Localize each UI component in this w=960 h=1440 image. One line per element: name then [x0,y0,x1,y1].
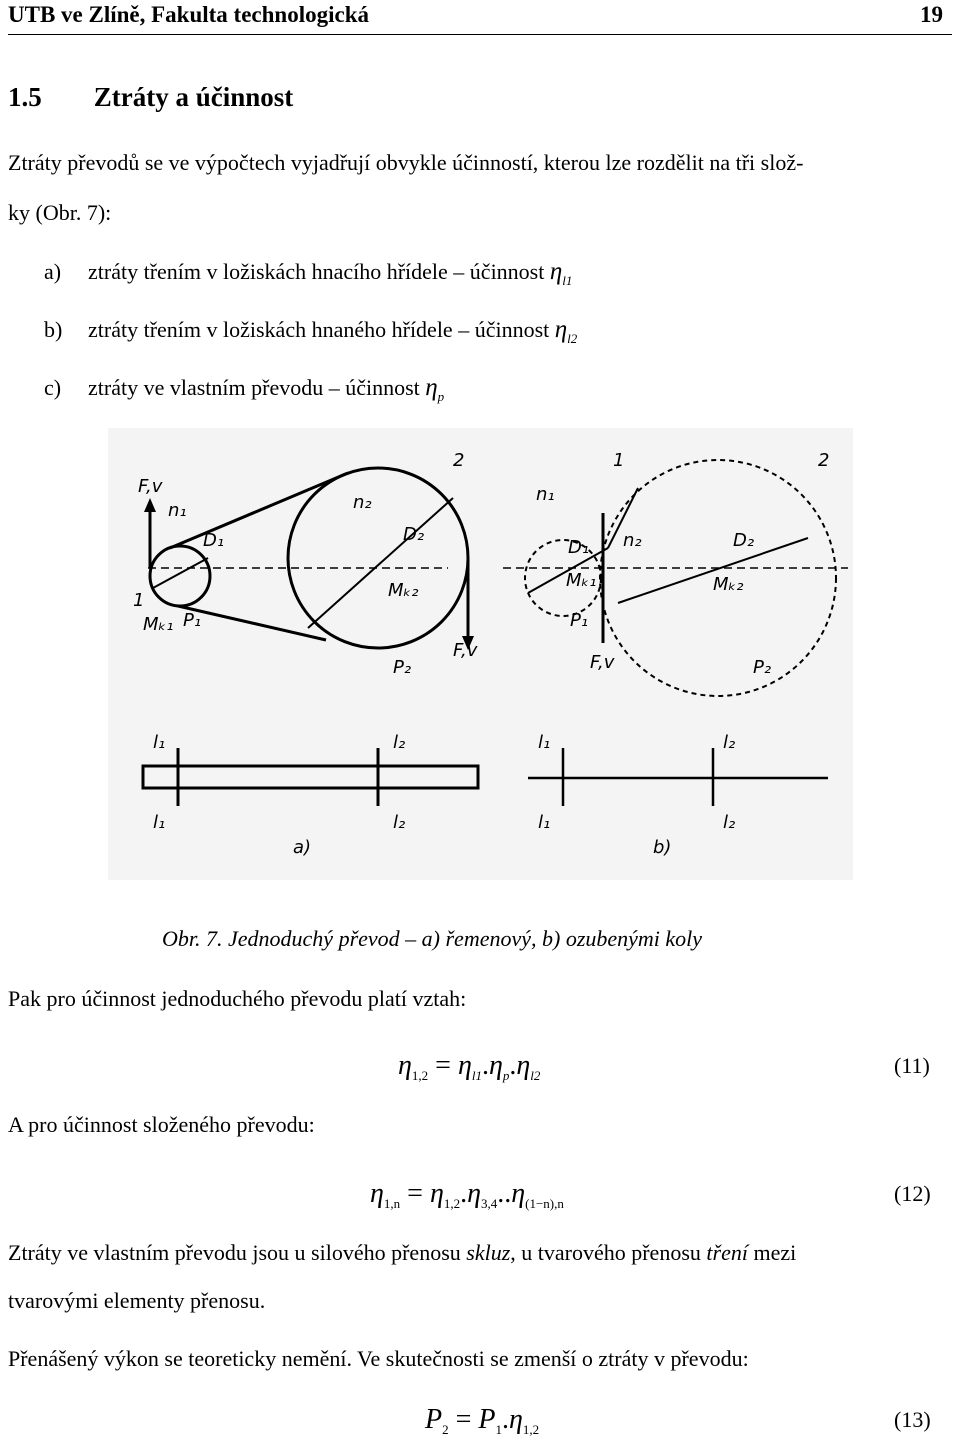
equation-12: $\eta_{1,n} = \eta_{1,2}.\eta_{3,4}..\eta_{(1-n),n}$ [370,1178,564,1211]
label-mk1: Mₖ₁ [143,614,174,635]
label-two: 2 [453,450,465,471]
label-l2-bottom: l₂ [393,812,406,833]
paragraph-losses-line-1 [8,1240,796,1266]
label-gear-l1-top: l₁ [538,732,551,753]
label-gear-p2: P₂ [753,657,772,678]
figure-caption: Obr. 7. Jednoduchý převod – a) řemenový, b) ozubenými koly [162,926,703,951]
label-gear-d1: D₁ [568,537,590,558]
label-gear-force: F,v [590,652,615,673]
paragraph-losses-line-2: tvarovými elementy přenosu. [8,1288,266,1313]
equation-number-13: (13) [894,1407,931,1432]
list-text: ztráty třením v ložiskách hnaného hřídele – účinnost [88,317,555,342]
label-gear-l2-top: l₂ [723,732,736,753]
list-label: c) [44,375,62,400]
para3-text-1: Ztráty ve vlastním převodu jsou u silového přenosu [8,1240,467,1265]
label-mk2: Mₖ₂ [388,580,419,601]
label-gear-mk1: Mₖ₁ [566,570,597,591]
eq11-equals: = [435,1050,451,1081]
label-d2: D₂ [403,524,425,545]
label-gear-l2-bottom: l₂ [723,812,736,833]
eq12-eta: η [511,1178,526,1209]
label-gear-n1: n₁ [536,484,555,505]
intro-line-2: ky (Obr. 7): [8,200,112,225]
eta-subscript: p [437,389,445,404]
label-n1: n₁ [168,500,187,521]
label-gear-l1-bottom: l₁ [538,812,551,833]
figure-background [108,428,853,880]
equation-number-12: (12) [894,1181,931,1206]
label-d1: D₁ [203,530,225,551]
eq13-eta: η [509,1404,523,1435]
list-item-b [44,316,577,344]
figure-transmission-diagram [108,428,853,880]
label-gear-two: 2 [818,450,830,471]
label-gear-n2: n₂ [623,530,642,551]
list-text: ztráty třením v ložiskách hnacího hřídele – účinnost [88,259,550,284]
para3-text-2: , u tvarového přenosu [510,1240,707,1265]
label-force-2: F,v [453,640,478,661]
eq11-term1-sub: l1 [471,1068,482,1083]
eq11-term3: η [516,1050,531,1081]
eq13-p2-sub: 2 [442,1422,449,1437]
eq12-eta: η [429,1178,444,1209]
eta-subscript: l2 [567,331,578,346]
eq13-eta-sub: 1,2 [522,1422,540,1437]
label-l2-top: l₂ [393,732,406,753]
list-label: b) [44,317,63,342]
eq12-eta: η [467,1178,481,1209]
eq11-term2: η [488,1050,503,1081]
eta-symbol: η [554,316,568,343]
label-p2: P₂ [393,657,412,678]
eq13-p2: P [425,1404,443,1435]
eq12-sub-1n: 1,n [383,1196,401,1211]
running-header-title: UTB ve Zlíně, Fakulta technologická [8,2,369,27]
paragraph-power: Přenášený výkon se teoreticky nemění. Ve skutečnosti se zmenší o ztráty v převodu: [8,1346,749,1371]
eta-symbol: η [549,258,563,285]
section-title: Ztráty a účinnost [93,82,294,112]
intro-line-1: Ztráty převodů se ve výpočtech vyjadřují obvykle účinností, kterou lze rozdělit na tři slož- [8,150,804,175]
eq13-equals: = [455,1404,472,1435]
equation-11: $\eta_{1,2} = \eta_{l1}.\eta_p.\eta_{l2}$ [398,1050,541,1083]
label-gear-p1: P₁ [570,610,589,631]
eq11-lhs: η [398,1050,412,1081]
label-part-a: a) [293,837,312,858]
equation-number-11: (11) [894,1053,930,1078]
list-label: a) [44,259,62,284]
label-l1-bottom: l₁ [153,812,166,833]
eq11-term1: η [457,1050,472,1081]
label-part-b: b) [653,837,672,858]
paragraph-compound-efficiency: A pro účinnost složeného převodu: [8,1112,315,1137]
label-gear-d2: D₂ [733,530,755,551]
eq12-sub-34: 3,4 [480,1196,498,1211]
paragraph-simple-efficiency: Pak pro účinnost jednoduchého převodu platí vztah: [8,986,467,1011]
transmission-diagram [108,428,853,880]
equation-13: $P_2 = P_1.\eta_{1,2}$ [425,1404,540,1437]
list-item-c [44,374,444,402]
page-number: 19 [920,2,943,27]
label-n2: n₂ [353,492,372,513]
header-rule [8,34,952,35]
section-heading [8,82,293,113]
para3-text-3: mezi [747,1240,797,1265]
eq12-sub-1nn: (1−n),n [525,1196,564,1211]
eq12-equals: = [407,1178,423,1209]
eta-symbol: η [425,374,438,401]
eq11-term2-sub: p [502,1068,510,1083]
eq11-lhs-sub: 1,2 [411,1068,429,1083]
eq13-p1: P [478,1404,496,1435]
eq13-p1-sub: 1 [495,1422,503,1437]
label-p1: P₁ [183,610,202,631]
eq12-eta: η [370,1178,384,1209]
eta-subscript: l1 [562,273,573,288]
label-one: 1 [133,590,145,611]
list-item-a [44,258,572,286]
label-force: F,v [138,476,163,497]
list-text: ztráty ve vlastním převodu – účinnost [88,375,426,400]
eq11-term3-sub: l2 [530,1068,541,1083]
section-number: 1.5 [8,82,42,112]
eq12-sub-12: 1,2 [443,1196,461,1211]
para3-italic-skluz: skluz [466,1240,511,1265]
label-gear-one: 1 [613,450,625,471]
label-l1-top: l₁ [153,732,166,753]
label-gear-mk2: Mₖ₂ [713,574,744,595]
para3-italic-treni: tření [706,1240,748,1265]
